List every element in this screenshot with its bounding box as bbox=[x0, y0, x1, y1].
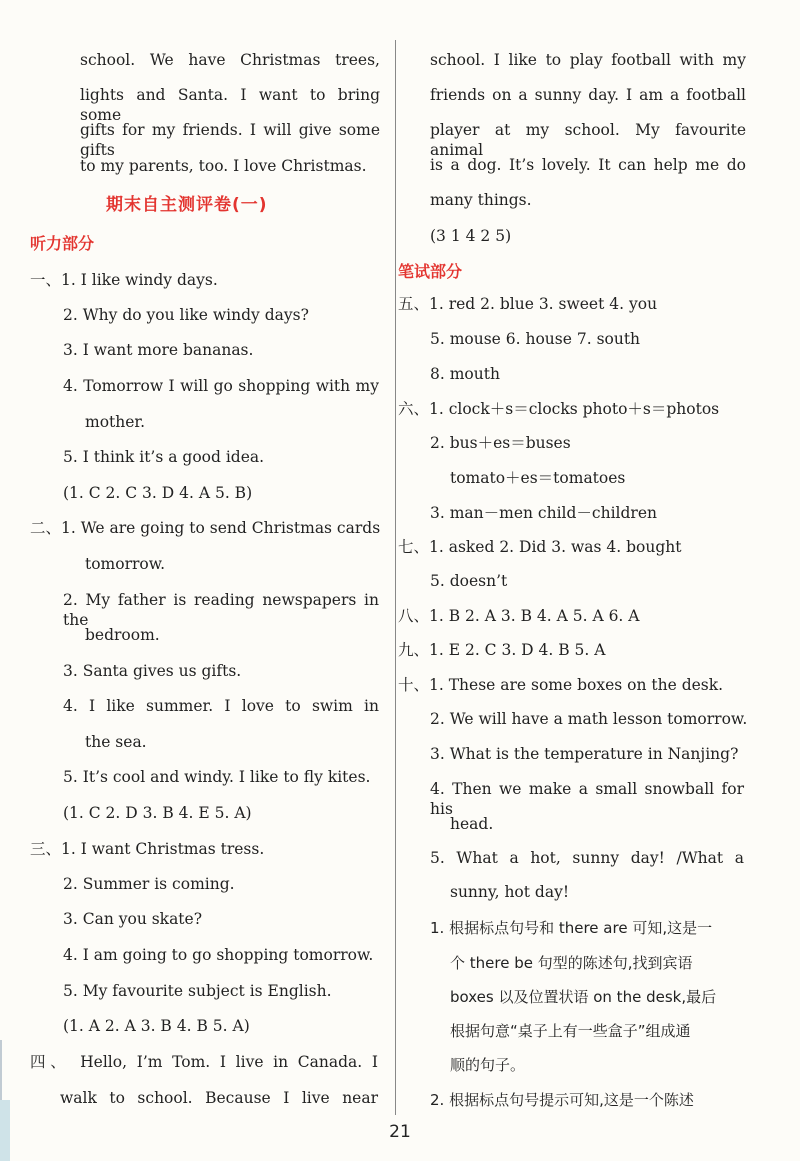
q6-line-2: 2. bus＋es＝buses bbox=[430, 434, 571, 452]
q2-line-4: bedroom. bbox=[85, 626, 160, 644]
page-number: 21 bbox=[389, 1122, 411, 1142]
explanation-1-line-1: 1. 根据标点句号和 there are 可知,这是一 bbox=[430, 919, 713, 937]
left-intro-line-1: school. We have Christmas trees, bbox=[80, 51, 380, 69]
left-intro-line-4: to my parents, too. I love Christmas. bbox=[80, 157, 367, 175]
left-intro-line-2: lights and Santa. I want to bring some bbox=[80, 86, 380, 124]
q3-answers: (1. A 2. A 3. B 4. B 5. A) bbox=[63, 1017, 250, 1035]
q6-line-4: 3. man－men child－children bbox=[430, 504, 657, 522]
q3-line-4: 4. I am going to go shopping tomorrow. bbox=[63, 946, 374, 964]
q2-answers: (1. C 2. D 3. B 4. E 5. A) bbox=[63, 804, 252, 822]
right-intro-line-3: player at my school. My favourite animal bbox=[430, 121, 746, 159]
q2-line-1: 二、1. We are going to send Christmas cards bbox=[30, 519, 381, 537]
explanation-1-line-2: 个 there be 句型的陈述句,找到宾语 bbox=[450, 954, 693, 972]
left-intro-line-3: gifts for my friends. I will give some gifts bbox=[80, 121, 380, 159]
binding-edge-strip bbox=[0, 1100, 10, 1161]
q3-line-3: 3. Can you skate? bbox=[63, 910, 203, 928]
binding-edge-mark bbox=[0, 1040, 10, 1100]
q2-line-8: 5. It’s cool and windy. I like to fly kites. bbox=[63, 768, 371, 786]
q10-line-4: 4. Then we make a small snowball for his bbox=[430, 780, 744, 818]
q1-line-1: 一、1. I like windy days. bbox=[30, 271, 218, 289]
q1-line-4: 4. Tomorrow I will go shopping with my bbox=[63, 377, 379, 395]
q10-line-1: 十、1. These are some boxes on the desk. bbox=[398, 676, 724, 694]
q10-line-5: head. bbox=[450, 815, 494, 833]
q2-line-5: 3. Santa gives us gifts. bbox=[63, 662, 242, 680]
explanation-2-line-1: 2. 根据标点句号提示可知,这是一个陈述 bbox=[430, 1091, 694, 1109]
q5-line-3: 8. mouth bbox=[430, 365, 500, 383]
q8-answers: 八、1. B 2. A 3. B 4. A 5. A 6. A bbox=[398, 607, 640, 625]
right-intro-order: (3 1 4 2 5) bbox=[430, 227, 512, 245]
explanation-1-line-3: boxes 以及位置状语 on the desk,最后 bbox=[450, 988, 717, 1006]
q1-line-2: 2. Why do you like windy days? bbox=[63, 306, 309, 324]
q10-line-6: 5. What a hot, sunny day! /What a bbox=[430, 849, 744, 867]
explanation-1-line-4: 根据句意“桌子上有一些盒子”组成通 bbox=[450, 1022, 691, 1040]
q5-line-2: 5. mouse 6. house 7. south bbox=[430, 330, 641, 348]
q2-line-2: tomorrow. bbox=[85, 555, 166, 573]
q4-line-1: 四、 Hello, I’m Tom. I live in Canada. I bbox=[30, 1053, 378, 1071]
q6-line-1: 六、1. clock＋s＝clocks photo＋s＝photos bbox=[398, 400, 720, 418]
writing-section-title: 笔试部分 bbox=[398, 262, 463, 281]
q1-line-3: 3. I want more bananas. bbox=[63, 341, 254, 359]
exam-title: 期末自主测评卷(一) bbox=[106, 195, 268, 215]
q9-answers: 九、1. E 2. C 3. D 4. B 5. A bbox=[398, 641, 606, 659]
q1-line-5: mother. bbox=[85, 413, 146, 431]
explanation-1-line-5: 顺的句子。 bbox=[450, 1056, 526, 1074]
right-intro-line-5: many things. bbox=[430, 191, 532, 209]
q2-line-3: 2. My father is reading newspapers in the bbox=[63, 591, 379, 629]
listening-section-title: 听力部分 bbox=[30, 234, 95, 253]
right-intro-line-1: school. I like to play football with my bbox=[430, 51, 746, 69]
q5-line-1: 五、1. red 2. blue 3. sweet 4. you bbox=[398, 295, 658, 313]
q7-line-1: 七、1. asked 2. Did 3. was 4. bought bbox=[398, 538, 682, 556]
right-intro-line-2: friends on a sunny day. I am a football bbox=[430, 86, 746, 104]
q10-line-3: 3. What is the temperature in Nanjing? bbox=[430, 745, 739, 763]
q2-line-7: the sea. bbox=[85, 733, 147, 751]
q10-line-2: 2. We will have a math lesson tomorrow. bbox=[430, 710, 748, 728]
right-intro-line-4: is a dog. It’s lovely. It can help me do bbox=[430, 156, 746, 174]
q10-line-7: sunny, hot day! bbox=[450, 883, 570, 901]
q2-line-6: 4. I like summer. I love to swim in bbox=[63, 697, 379, 715]
q4-line-2: walk to school. Because I live near bbox=[60, 1089, 378, 1107]
q7-line-2: 5. doesn’t bbox=[430, 572, 508, 590]
q3-line-1: 三、1. I want Christmas tress. bbox=[30, 840, 265, 858]
q1-line-6: 5. I think it’s a good idea. bbox=[63, 448, 265, 466]
q1-answers: (1. C 2. C 3. D 4. A 5. B) bbox=[63, 484, 253, 502]
q3-line-2: 2. Summer is coming. bbox=[63, 875, 235, 893]
column-divider bbox=[395, 40, 396, 1115]
q6-line-3: tomato＋es＝tomatoes bbox=[450, 469, 626, 487]
q3-line-5: 5. My favourite subject is English. bbox=[63, 982, 332, 1000]
